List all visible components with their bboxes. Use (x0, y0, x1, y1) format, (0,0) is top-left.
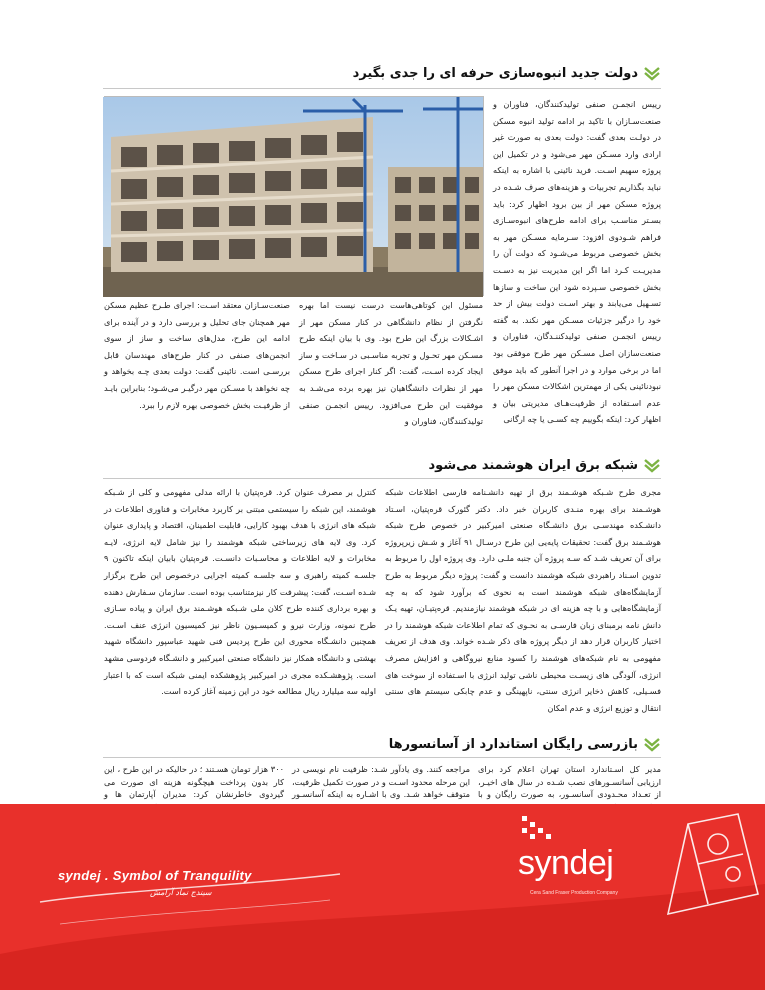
building-illustration (103, 97, 483, 297)
section-divider (103, 757, 661, 758)
section-title-text: بازرسی رایگان استاندارد از آسانسورها (388, 737, 638, 752)
construction-photo (104, 96, 484, 296)
slogan-english: syndej . Symbol of Tranquility (58, 868, 252, 883)
building-left (111, 117, 373, 272)
logo-mark-icon (520, 814, 560, 846)
brand-tagline: Cera Sand Fraser Production Company (530, 890, 618, 896)
housing-col-left: صنعت‌سـازان معتقد اسـت: اجرای طـرح عظیم مسکن مهر همچنان جای تحلیل و بررسی دارد و در آینده برای ادامه این طرح، مدل‌های ساخت و ساز از سوی انجمن‌های صنفی در کنار طرح‌های مهندسان قابل بررسـی است. نائینی گفت: دولت بعدی چـه بخواهد و چه نخواهد با مسـکن مهر درگیـر می‌شـود؛ بنابراین بایـد از ظرفیـت بخش خصوصی بهره لازم را ببرد. (104, 300, 290, 410)
smartgrid-col-left: کنترل بر مصرف عنوان کرد. قره‌پتیان با ارائه مدلی مفهومی و کلی از شـبکه هوشمند، این شبکه را سیستمی مبتنی بر کاربرد مخابرات و فناوری اطلاعات در شبکه های انرژی با هدف بهبود کارایی، قابلیت اطمینان، اقتصاد و پایداری عنوان کرد. وی لایه های زیرساختی شبکه هوشمند را نیز شامل لایه انرژی، لایـه مخابرات و لایه اطلاعات و محاسـبات دانسـت. قره‌پتیان بابیان اینکه تاکنون ۹ جلسـه کمیته راهبری و سه جلسـه کمیته اجرایی درخصوص این طرح برگزار شـده اسـت، گفت: پیشرفت کار نیزمتناسب بوده است. سازمان سـفارش دهنده و بهره بردار‌ی کننده طرح کلان ملی شـبکه هوشـمند برق ایران و پیاده سـازی طرح نمونه، وزارت نیرو و کمیسـیون ناظر نیز کمیسیون انرژی عنف اسـت. همچنین دانشـگاه محوری این طرح پردیس فنی شهید عباسپور دانشگاه شهید بهشتی و دانشگاه همکار نیز دانشگاه صنعتی امیرکبیر و دانشـگاه فردوسی مشهد است. پژوهشـکده مجری در امیرکبیر پژوهشکده ایمنی شبکه است که با اعتبار اولیه سه میلیارد ریال مطالعه خود در این زمینه آغاز کرده است. (104, 487, 376, 697)
syndej-ad-banner (0, 804, 765, 990)
syndej-logo (510, 814, 640, 924)
housing-col-middle: مسئول این کوتاهی‌هاست درست نیست اما بهره نگرفتن از نظام دانشگاهی در کنار مسکن مهر از اشـکالات بزرگ این طرح بود. وی با بیان اینکه طرح مسـکن مهر تحـول و تجربه مناسـبی در سـاخت و ساز ایجاد کرده اسـت، گفت: اگر کنار اجرای طرح مسکن مهر از نظرات دانشگاهیان نیز بهره برده می‌شـد به موفقیت این طرح می‌افزود. رییس انجمـن صنفی تولیدکنندگان، فناوران و (299, 300, 483, 427)
slogan-persian: سیندج نماد آرامش (150, 888, 212, 897)
section-title-smartgrid (429, 458, 661, 473)
housing-col-right: رییس انجمـن صنفی تولیدکنندگان، فناوران و صنعت‌سـازان با تاکید بر ادامه تولید انبوه مسکن در دولـت بعدی گفت: دولت بعدی به صورت غیر ارادی وارد مسـکن مهر می‌شود و در تکمیل این پروژه سهیم اسـت. فرید نائینی با اشاره به اینکه نباید بگذاریم تجربیات و هزینه‌های صرف شـده در پروژه مسکن مهر از بین برود اظهار کرد: باید بسـتر مناسـب برای ادامه طرح‌های انبوه‌سـازی فراهم شـودوی افزود: سـرمایه مسـکن مهر به بخش خصوصی مربوط می‌شـود که دولت آن را مدیریـت کـرد اما اگر این مدیریت نیز به دسـت بخش خصوصی سـپرده شود این ساخت و سازها تسـهیل می‌یابند و بهتر اسـت دولت بیش از حد خود را درگیر جزئیات مسـکن مهر نکند. به گفته رییس انجمـن صنفی تولیدکننـدگان، فناوران و صنعت‌سازان اصل مسـکن مهر طرح موفقی بود اما در برخی موارد و در اجرا آنطور که باید موفق نبودنائینی یکی از مهمترین اشکالات مسکن مهر را عدم اسـتفاده از ظرفیت‌هـای مدیریتی بیان و اظهار کرد: اینکه بگوییم چه کسـی یا چه ارگانی (493, 99, 661, 425)
chevron-icon (644, 459, 660, 473)
building-right (388, 167, 483, 272)
elevator-col-right (478, 763, 661, 803)
section-title-text: دولت جدید انبوه‌سازی حرفه ای را جدی بگیرد (352, 66, 638, 81)
door-hinge-illustration (648, 804, 765, 924)
elevator-col-middle: مراجعه کنند. وی یادآور شـد: ظرفیت نام نویسی در این مرحله محدود اسـت و در صورت تکمیل ظرفیت، متوقف خواهد شـد. وی با اشـاره به اینکه آسانسـور (292, 764, 470, 800)
section-title-text: شبکه برق ایران هوشمند می‌شود (428, 458, 638, 473)
smartgrid-col-right: مجری طرح شـبکه هوشـمند برق از تهیه دانشـنامه فارسی اطلاعات شبکه هوشـمند برای بهره منـدی کاربران خبر داد. دکتر گئورک قره‌پتیان، اسـتاد دانشـکده مهندسـی برق دانشـگاه صنعتی امیرکبیر در خصوص طرح شبکه هوشـمند برق گفت: تحقیقات پایه‌یی این طرح درسـال ۹۱ آغاز و شـش زیرپروژه برای آن تعریف شـد که سـه پروژه آن جنبه ملـی دارد. وی پروژه اول را مربوط به تدوین اسـناد راهبردی شبکه هوشمند دانست و گفت: پروژه دیگر مربوط به طرح آزمایشگاه‌های شبکه هوشمند است به نحوی که برآورد شود که به چه آزمایشگاه‌هایی و با چه هزینه ای در شبکه هوشمند نیازمندیم. قره‌پتیـان، تهیه یـک دانش نامه برمبنای زبان فارسـی به نحـوی که تمام اطلاعات شبکه هوشمند را در اختیار کاربران قرار دهد از دیگر پروژه های ذکر شـده خواند. وی هدف از تعریف مفهومی به نام شبکه‌های هوشمند را کسود منابع نیروگاهی و افزایش مصرف انرژی، آلودگی های زیسـت محیطی ناشی تولید انرژی با اسـتفاده از سوخت های فسـیلی، کاهش ذخایر انرژی سنتی، ناپهینگی و عدم چابکی سیستم های سنتی انتقال و توزیع انرژی و عدم امکان (385, 487, 661, 713)
section-divider (103, 88, 661, 89)
brand-wordmark: syndej (518, 844, 614, 882)
chevron-icon (644, 738, 660, 752)
section-title-housing (353, 66, 660, 81)
section-title-elevators (389, 737, 660, 752)
chevron-icon (644, 67, 660, 81)
elevator-col-left: ۳۰۰ هزار تومان هسـتند ؛ در حالیکه در این طرح ، این کار بدون پرداخت هیچگونه هزینه ای صورت می گیردوی خاطرنشان کرد: مدیران آپارتمان ها و (104, 764, 284, 800)
section-divider (103, 478, 661, 479)
brand-slogan (40, 866, 340, 914)
elevator-col-right-text: مدیر کل اسـتاندارد استان تهران اعلام کرد برای ارزیابی آسانسـورهای نصب شـده در سال های اخیـر، از تعـداد محـدودی آسانسـور، به صورت رایگان و با (478, 764, 661, 800)
